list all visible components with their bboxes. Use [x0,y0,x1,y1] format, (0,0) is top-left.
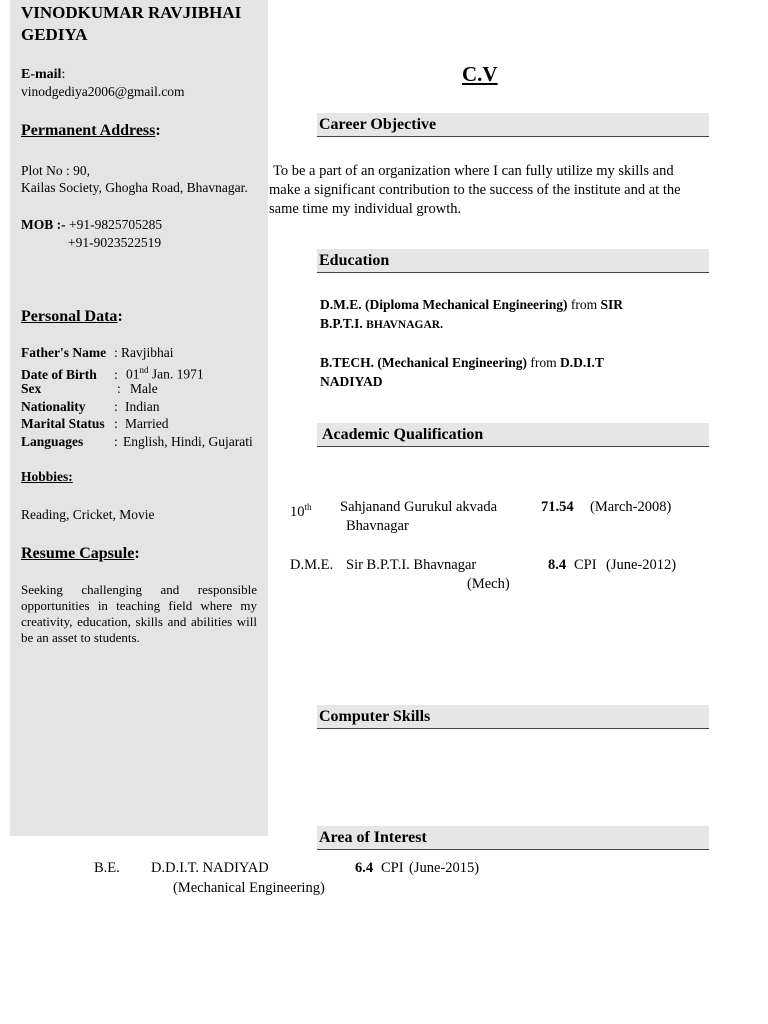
email-label: E-mail [21,67,62,82]
personal-value: Ravjibhai [121,345,174,360]
academic-institute: D.D.I.T. NADIYAD [151,860,269,876]
personal-value-sup: nd [139,365,149,375]
personal-row-nationality [21,398,160,415]
academic-date: (June-2015) [409,860,480,876]
section-computer-skills: Computer Skills [317,705,709,729]
personal-sep: : [114,345,118,360]
academic-institute-city: Bhavnagar [346,518,409,534]
personal-row-marital [21,415,168,432]
capsule-heading-text: Resume Capsule [21,545,135,562]
edu2-degree: B.TECH. (Mechanical Engineering) [320,355,527,370]
email-block: E-mail: [21,67,66,82]
edu2-inst: D.D.I.T [560,355,604,370]
personal-value: English, Hindi, Gujarati [123,434,253,449]
section-academic-qualification: Academic Qualification [317,423,709,447]
academic-institute: Sir B.P.T.I. Bhavnagar [346,557,477,573]
academic-score: 8.4 [548,557,567,573]
personal-sep: : [114,399,118,414]
academic-degree-sup: th [304,502,312,512]
cv-title: C.V [462,62,498,86]
academic-score: 6.4 [355,860,374,876]
academic-date: (June-2012) [606,557,677,573]
section-career-objective: Career Objective [317,113,709,137]
edu1-from: from [570,297,598,312]
mobile-label: MOB :- [21,217,66,232]
address-heading: Permanent Address: [21,122,161,139]
email-value: vinodgediya2006@gmail.com [21,84,185,99]
personal-value: Indian [125,399,160,414]
personal-label: Sex [21,381,42,396]
hobbies-text: Reading, Cricket, Movie [21,507,155,522]
academic-score: 71.54 [541,499,574,515]
capsule-heading: Resume Capsule: [21,545,140,562]
personal-label: Marital Status [21,416,105,431]
personal-value: Jan. 1971 [148,366,204,382]
section-area-of-interest: Area of Interest [317,826,709,850]
personal-sep: : [117,381,121,396]
name-line-2: GEDIYA [21,25,88,44]
mobile-1: +91-9825705285 [69,217,163,232]
personal-label: Date of Birth [21,366,97,382]
address-line-2: Kailas Society, Ghogha Road, Bhavnagar. [21,180,248,195]
edu1-inst: SIR [600,297,623,312]
section-education: Education [317,249,709,273]
academic-degree [290,498,312,522]
personal-row-sex [21,380,158,397]
address-line-1: Plot No : 90, [21,163,91,178]
personal-row-father [21,344,174,361]
academic-date: (March-2008) [590,499,672,515]
academic-degree-text: 10 [290,503,305,520]
personal-sep: : [114,366,118,382]
edu1-degree: D.M.E. (Diploma Mechanical Engineering) [320,297,568,312]
education-item-1 [320,295,710,335]
academic-unit: CPI [574,557,597,573]
academic-branch: (Mechanical Engineering) [173,880,325,896]
personal-row-languages [21,433,253,450]
education-item-2 [320,353,710,391]
edu1-inst: B.P.T.I. [320,316,363,331]
academic-degree: D.M.E. [290,557,334,573]
career-objective-text: To be a part of an organization where I can fully utilize my skills and make a significant contribution to the success of the institute and at the same time my individual growth. [269,163,681,217]
personal-value: 01 [126,366,140,382]
personal-label: Father's Name [21,345,107,360]
personal-sep: : [114,416,118,431]
personal-sep: : [114,434,118,449]
mobile-2: +91-9023522519 [68,235,162,250]
academic-institute: Sahjanand Gurukul akvada [340,499,498,515]
personal-value: Married [125,416,169,431]
academic-unit: CPI [381,860,404,876]
address-heading-text: Permanent Address [21,122,156,139]
capsule-text: Seeking challenging and responsible opportunities in teaching field where my creativity, education, skills and abilities will be an asset to students. [21,582,257,645]
academic-branch: (Mech) [467,576,510,592]
personal-heading: Personal Data: [21,308,123,325]
personal-label: Languages [21,434,84,449]
edu1-inst: BHAVNAGAR. [366,319,443,331]
name-line-1: VINODKUMAR RAVJIBHAI [21,3,242,22]
edu2-from: from [530,355,557,370]
personal-value: Male [130,381,158,396]
hobbies-heading: Hobbies: [21,469,73,484]
mobile-line-1 [21,216,162,233]
personal-heading-text: Personal Data [21,308,118,325]
academic-degree: B.E. [94,860,120,876]
personal-label: Nationality [21,399,86,414]
candidate-name [21,2,266,46]
edu2-inst: NADIYAD [320,374,383,389]
